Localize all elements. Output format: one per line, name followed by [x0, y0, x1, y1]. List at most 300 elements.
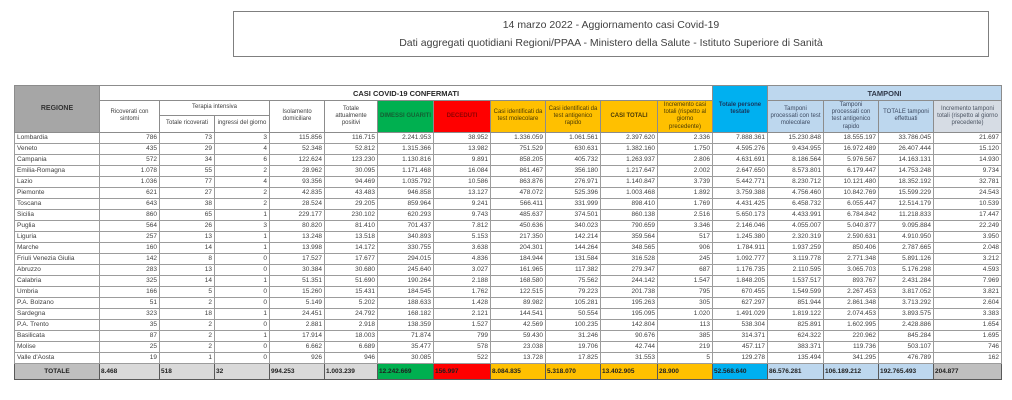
table-row	[15, 319, 1002, 330]
table-cell: 6.784.842	[824, 209, 879, 220]
table-cell: 168.580	[491, 275, 546, 286]
table-cell: 2.241.953	[378, 132, 434, 143]
table-cell: 144.264	[546, 242, 601, 253]
report-subtitle: Dati aggregati quotidiani Regioni/PPAA - Ministero della Salute - Istituto Superiore di Sanità	[399, 37, 823, 50]
covid-data-table	[14, 85, 1002, 380]
header-band-casi-confermati: CASI COVID-19 CONFERMATI	[100, 86, 713, 101]
table-cell: 3.065.703	[824, 264, 879, 275]
table-cell: 1	[215, 308, 270, 319]
table-cell: 279.347	[601, 264, 658, 275]
table-cell: 188.633	[378, 297, 434, 308]
table-row	[15, 297, 1002, 308]
table-row	[15, 253, 1002, 264]
table-cell: 525.396	[546, 187, 601, 198]
table-cell: 80.820	[270, 220, 325, 231]
table-row	[15, 264, 1002, 275]
table-cell: 71.874	[378, 330, 434, 341]
table-cell: 245	[658, 253, 713, 264]
table-cell: 2.787.665	[879, 242, 934, 253]
total-cell-deceduti: 156.997	[434, 363, 491, 379]
region-name: Marche	[15, 242, 100, 253]
table-cell: 1.020	[658, 308, 713, 319]
table-cell: 220.962	[824, 330, 879, 341]
table-cell: 5	[658, 352, 713, 363]
table-cell: 15.230.848	[768, 132, 824, 143]
table-cell: 348.565	[601, 242, 658, 253]
total-cell: 13.402.905	[601, 363, 658, 379]
table-cell: 3.893.575	[879, 308, 934, 319]
table-cell: 204.301	[491, 242, 546, 253]
table-cell: 1.176.735	[713, 264, 768, 275]
table-row	[15, 275, 1002, 286]
table-cell: 858.205	[491, 154, 546, 165]
table-cell: 522	[434, 352, 491, 363]
table-cell: 3.027	[434, 264, 491, 275]
table-cell: 17.447	[934, 209, 1002, 220]
table-cell: 1.217.647	[601, 165, 658, 176]
table-cell: 26	[160, 220, 215, 231]
region-name: Basilicata	[15, 330, 100, 341]
table-cell: 19.706	[546, 341, 601, 352]
table-cell: 9.241	[434, 198, 491, 209]
table-cell: 16.084	[434, 165, 491, 176]
table-cell: 863.876	[491, 176, 546, 187]
table-cell: 9.734	[934, 165, 1002, 176]
region-name: Emilia-Romagna	[15, 165, 100, 176]
table-cell: 30.085	[378, 352, 434, 363]
table-cell: 230.102	[325, 209, 378, 220]
table-cell: 15.431	[325, 286, 378, 297]
table-cell: 2.771.348	[824, 253, 879, 264]
table-cell: 331.999	[546, 198, 601, 209]
table-cell: 786	[100, 132, 160, 143]
header-persone-testate: Totale persone testate	[713, 86, 768, 133]
table-cell: 564	[100, 220, 160, 231]
table-row	[15, 242, 1002, 253]
table-cell: 538.304	[713, 319, 768, 330]
table-cell: 2	[160, 341, 215, 352]
table-body	[15, 132, 1002, 363]
table-cell: 79.223	[546, 286, 601, 297]
total-cell: 8.084.835	[491, 363, 546, 379]
table-cell: 926	[270, 352, 325, 363]
table-cell: 2.320.319	[768, 231, 824, 242]
table-cell: 5.176.298	[879, 264, 934, 275]
table-cell: 29.205	[325, 198, 378, 209]
total-cell: 192.765.493	[879, 363, 934, 379]
table-cell: 825.891	[768, 319, 824, 330]
table-cell: 14.930	[934, 154, 1002, 165]
table-cell: 51.351	[270, 275, 325, 286]
table-cell: 7.969	[934, 275, 1002, 286]
table-cell: 1.245.380	[713, 231, 768, 242]
table-cell: 13.982	[434, 143, 491, 154]
table-cell: 325	[100, 275, 160, 286]
table-cell: 276.971	[546, 176, 601, 187]
table-cell: 3	[215, 220, 270, 231]
table-cell: 1	[215, 275, 270, 286]
table-cell: 26.407.444	[879, 143, 934, 154]
table-cell: 24.792	[325, 308, 378, 319]
table-cell: 790.659	[601, 220, 658, 231]
region-name: Toscana	[15, 198, 100, 209]
table-cell: 643	[100, 198, 160, 209]
table-cell: 32.781	[934, 176, 1002, 187]
table-cell: 3.212	[934, 253, 1002, 264]
header-attualmente-positivi: Totale attualmente positivi	[325, 101, 378, 133]
table-cell: 2.428.886	[879, 319, 934, 330]
table-cell: 115.856	[270, 132, 325, 143]
table-cell: 18.352.192	[879, 176, 934, 187]
table-cell: 1.382.160	[601, 143, 658, 154]
table-cell: 476.789	[879, 352, 934, 363]
table-cell: 5.040.877	[824, 220, 879, 231]
table-cell: 13.248	[270, 231, 325, 242]
table-cell: 4.593	[934, 264, 1002, 275]
table-cell: 620.293	[378, 209, 434, 220]
table-cell: 1.892	[658, 187, 713, 198]
table-cell: 15.599.229	[879, 187, 934, 198]
region-name: Puglia	[15, 220, 100, 231]
table-cell: 3	[215, 132, 270, 143]
table-row	[15, 352, 1002, 363]
table-cell: 356.180	[546, 165, 601, 176]
table-cell: 2.881	[270, 319, 325, 330]
table-cell: 478.072	[491, 187, 546, 198]
header-tamponi-molecolare: Tamponi processati con test molecolare	[768, 101, 824, 133]
table-cell: 1.762	[434, 286, 491, 297]
table-cell: 630.631	[546, 143, 601, 154]
table-cell: 4.431.425	[713, 198, 768, 209]
table-cell: 122.515	[491, 286, 546, 297]
table-cell: 160	[100, 242, 160, 253]
table-cell: 87	[100, 330, 160, 341]
table-cell: 2.146.046	[713, 220, 768, 231]
table-cell: 123.230	[325, 154, 378, 165]
table-cell: 3.119.778	[768, 253, 824, 264]
table-cell: 257	[100, 231, 160, 242]
region-name: Veneto	[15, 143, 100, 154]
table-cell: 1.527	[434, 319, 491, 330]
table-cell: 1	[215, 231, 270, 242]
table-cell: 9.743	[434, 209, 491, 220]
table-cell: 38.952	[434, 132, 491, 143]
table-header	[15, 86, 1002, 133]
table-cell: 3.759.388	[713, 187, 768, 198]
table-cell: 1.315.366	[378, 143, 434, 154]
table-cell: 1.078	[100, 165, 160, 176]
table-cell: 51.690	[325, 275, 378, 286]
table-cell: 405.732	[546, 154, 601, 165]
table-cell: 1.695	[934, 330, 1002, 341]
table-cell: 0	[215, 286, 270, 297]
table-cell: 113	[658, 319, 713, 330]
table-cell: 51	[100, 297, 160, 308]
table-cell: 898.410	[601, 198, 658, 209]
table-cell: 10.539	[934, 198, 1002, 209]
region-name: Friuli Venezia Giulia	[15, 253, 100, 264]
table-row	[15, 330, 1002, 341]
table-cell: 2.048	[934, 242, 1002, 253]
table-cell: 4.756.460	[768, 187, 824, 198]
table-cell: 1.036	[100, 176, 160, 187]
table-cell: 2	[215, 187, 270, 198]
table-cell: 30.680	[325, 264, 378, 275]
header-band-tamponi: TAMPONI	[768, 86, 1002, 101]
table-cell: 3.383	[934, 308, 1002, 319]
table-cell: 195.263	[601, 297, 658, 308]
table-cell: 138.359	[378, 319, 434, 330]
table-row	[15, 165, 1002, 176]
table-cell: 50.554	[546, 308, 601, 319]
table-cell: 135.494	[768, 352, 824, 363]
table-cell: 31.553	[601, 352, 658, 363]
table-cell: 201.738	[601, 286, 658, 297]
total-label: TOTALE	[15, 363, 100, 379]
header-ti-totale-ricoverati: Totale ricoverati	[160, 116, 215, 133]
table-cell: 5.202	[325, 297, 378, 308]
table-cell: 34	[160, 154, 215, 165]
table-cell: 8.573.801	[768, 165, 824, 176]
table-cell: 162	[934, 352, 1002, 363]
total-row	[15, 363, 1002, 379]
table-cell: 35	[100, 319, 160, 330]
table-cell: 1.263.937	[601, 154, 658, 165]
table-cell: 2.516	[658, 209, 713, 220]
table-cell: 3.346	[658, 220, 713, 231]
table-cell: 1.784.911	[713, 242, 768, 253]
table-cell: 90.676	[601, 330, 658, 341]
table-cell: 621	[100, 187, 160, 198]
table-cell: 244.142	[601, 275, 658, 286]
table-cell: 503.107	[879, 341, 934, 352]
table-cell: 7.812	[434, 220, 491, 231]
table-cell: 2.397.620	[601, 132, 658, 143]
table-cell: 341.295	[824, 352, 879, 363]
table-cell: 859.964	[378, 198, 434, 209]
region-name: P.A. Bolzano	[15, 297, 100, 308]
region-name: Campania	[15, 154, 100, 165]
region-name: Sicilia	[15, 209, 100, 220]
total-cell: 994.253	[270, 363, 325, 379]
table-cell: 0	[215, 352, 270, 363]
table-cell: 795	[658, 286, 713, 297]
table-cell: 18	[160, 308, 215, 319]
table-cell: 13	[160, 264, 215, 275]
table-cell: 1.848.205	[713, 275, 768, 286]
total-cell: 106.189.212	[824, 363, 879, 379]
table-cell: 14.163.131	[879, 154, 934, 165]
table-cell: 13.998	[270, 242, 325, 253]
table-cell: 13.518	[325, 231, 378, 242]
header-regione: REGIONE	[15, 86, 100, 133]
table-cell: 14	[160, 275, 215, 286]
region-name: Sardegna	[15, 308, 100, 319]
table-cell: 687	[658, 264, 713, 275]
table-cell: 383.371	[768, 341, 824, 352]
table-cell: 9.434.955	[768, 143, 824, 154]
table-cell: 283	[100, 264, 160, 275]
table-cell: 627.297	[713, 297, 768, 308]
table-cell: 1.769	[658, 198, 713, 209]
header-casi-antigenico: Casi identificati da test antigenico rapido	[546, 101, 601, 133]
table-cell: 184.944	[491, 253, 546, 264]
table-cell: 2.188	[434, 275, 491, 286]
table-cell: 2.267.453	[824, 286, 879, 297]
header-casi-totali: CASI TOTALI	[601, 101, 658, 133]
table-cell: 129.278	[713, 352, 768, 363]
table-cell: 340.893	[378, 231, 434, 242]
table-cell: 1	[160, 352, 215, 363]
table-cell: 893.767	[824, 275, 879, 286]
table-cell: 4.836	[434, 253, 491, 264]
table-cell: 195.095	[601, 308, 658, 319]
table-cell: 330.755	[378, 242, 434, 253]
table-cell: 450.636	[491, 220, 546, 231]
region-name: Lombardia	[15, 132, 100, 143]
table-cell: 1.547	[658, 275, 713, 286]
table-cell: 0	[215, 297, 270, 308]
table-cell: 2.604	[934, 297, 1002, 308]
table-cell: 572	[100, 154, 160, 165]
table-cell: 2	[215, 198, 270, 209]
table-cell: 3.821	[934, 286, 1002, 297]
table-cell: 3.638	[434, 242, 491, 253]
table-cell: 142.214	[546, 231, 601, 242]
table-cell: 5	[160, 286, 215, 297]
table-row	[15, 286, 1002, 297]
table-row	[15, 198, 1002, 209]
table-cell: 746	[934, 341, 1002, 352]
table-cell: 13.728	[491, 352, 546, 363]
table-row	[15, 308, 1002, 319]
table-cell: 1.602.995	[824, 319, 879, 330]
table-cell: 851.944	[768, 297, 824, 308]
table-cell: 1.491.029	[713, 308, 768, 319]
table-cell: 2	[160, 297, 215, 308]
table-cell: 23.038	[491, 341, 546, 352]
table-cell: 670.455	[713, 286, 768, 297]
table-cell: 323	[100, 308, 160, 319]
table-cell: 7.888.361	[713, 132, 768, 143]
table-cell: 59.430	[491, 330, 546, 341]
table-cell: 1.819.122	[768, 308, 824, 319]
table-row	[15, 143, 1002, 154]
header-tamponi-antigenico: Tamponi processati con test antigenico rapido	[824, 101, 879, 133]
table-row	[15, 220, 1002, 231]
table-cell: 28.524	[270, 198, 325, 209]
table-cell: 1	[215, 330, 270, 341]
table-cell: 105.281	[546, 297, 601, 308]
table-cell: 14.172	[325, 242, 378, 253]
table-cell: 8.230.712	[768, 176, 824, 187]
table-cell: 4.631.691	[713, 154, 768, 165]
table-cell: 1.035.792	[378, 176, 434, 187]
table-cell: 89.982	[491, 297, 546, 308]
table-cell: 861.467	[491, 165, 546, 176]
table-cell: 245.640	[378, 264, 434, 275]
table-cell: 906	[658, 242, 713, 253]
table-cell: 0	[215, 253, 270, 264]
table-row	[15, 176, 1002, 187]
header-incremento-casi: Incremento casi totali (rispetto al giorno precedente)	[658, 101, 713, 133]
total-cell: 1.003.239	[325, 363, 378, 379]
total-cell: 28.900	[658, 363, 713, 379]
table-cell: 13.127	[434, 187, 491, 198]
total-cell: 32	[215, 363, 270, 379]
table-cell: 1.537.517	[768, 275, 824, 286]
table-cell: 10.842.769	[824, 187, 879, 198]
table-cell: 144.541	[491, 308, 546, 319]
table-cell: 15.260	[270, 286, 325, 297]
region-name: Piemonte	[15, 187, 100, 198]
table-cell: 6.689	[325, 341, 378, 352]
table-cell: 10.121.480	[824, 176, 879, 187]
table-cell: 2.110.595	[768, 264, 824, 275]
table-cell: 566.411	[491, 198, 546, 209]
table-cell: 5.153	[434, 231, 491, 242]
table-cell: 14.753.248	[879, 165, 934, 176]
header-tamponi-totale: TOTALE tamponi effettuati	[879, 101, 934, 133]
table-cell: 485.637	[491, 209, 546, 220]
table-cell: 3.950	[934, 231, 1002, 242]
total-cell: 518	[160, 363, 215, 379]
table-cell: 94.469	[325, 176, 378, 187]
table-cell: 184.545	[378, 286, 434, 297]
table-cell: 17.914	[270, 330, 325, 341]
table-cell: 42.744	[601, 341, 658, 352]
table-cell: 24.543	[934, 187, 1002, 198]
table-cell: 6.179.447	[824, 165, 879, 176]
total-cell: 204.877	[934, 363, 1002, 379]
table-cell: 8.186.564	[768, 154, 824, 165]
table-cell: 2	[160, 330, 215, 341]
table-cell: 13	[160, 231, 215, 242]
header-ti-ingressi-giorno: ingressi del giorno	[215, 116, 270, 133]
table-cell: 142.804	[601, 319, 658, 330]
table-cell: 860.138	[601, 209, 658, 220]
table-cell: 946	[325, 352, 378, 363]
table-cell: 1.140.847	[601, 176, 658, 187]
table-cell: 52.812	[325, 143, 378, 154]
table-row	[15, 341, 1002, 352]
table-cell: 1.336.059	[491, 132, 546, 143]
table-cell: 17.825	[546, 352, 601, 363]
header-casi-molecolare: Casi identificati da test molecolare	[491, 101, 546, 133]
table-cell: 14	[160, 242, 215, 253]
table-cell: 2	[215, 165, 270, 176]
table-cell: 624.322	[768, 330, 824, 341]
table-cell: 27	[160, 187, 215, 198]
region-name: Molise	[15, 341, 100, 352]
table-cell: 12.514.179	[879, 198, 934, 209]
table-cell: 8	[160, 253, 215, 264]
table-cell: 9.095.884	[879, 220, 934, 231]
region-name: Abruzzo	[15, 264, 100, 275]
table-cell: 10.586	[434, 176, 491, 187]
table-cell: 219	[658, 341, 713, 352]
table-cell: 38	[160, 198, 215, 209]
table-cell: 2.647.650	[713, 165, 768, 176]
table-cell: 29	[160, 143, 215, 154]
table-cell: 131.584	[546, 253, 601, 264]
region-name: P.A. Trento	[15, 319, 100, 330]
total-cell: 8.468	[100, 363, 160, 379]
table-cell: 850.406	[824, 242, 879, 253]
table-cell: 93.356	[270, 176, 325, 187]
total-cell: 52.568.640	[713, 363, 768, 379]
table-cell: 5.650.173	[713, 209, 768, 220]
